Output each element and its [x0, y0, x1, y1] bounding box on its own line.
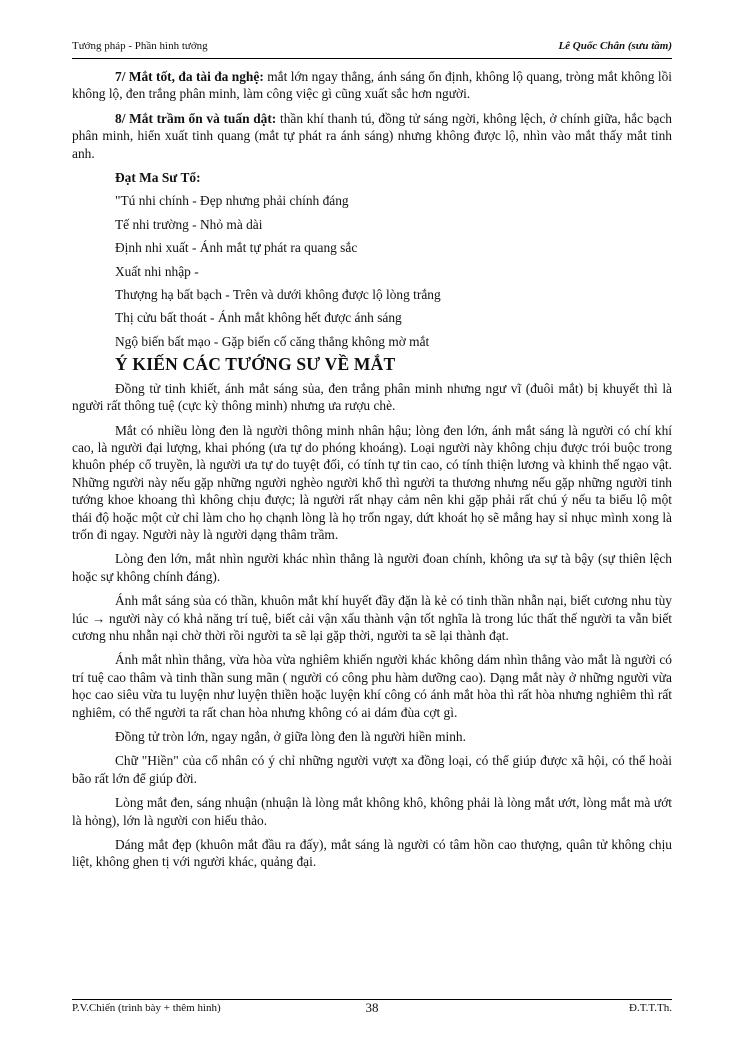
section-8	[72, 110, 672, 162]
page-number: 38	[365, 1000, 379, 1015]
quote-line: Thị cửu bất thoát - Ánh mắt không hết được ánh sáng	[115, 310, 402, 326]
section-heading: Ý KIẾN CÁC TƯỚNG SƯ VỀ MẮT	[115, 354, 396, 375]
paragraph: Lòng mắt đen, sáng nhuận (nhuận là lòng mắt không khô, không phải là lòng mắt ướt, lòng mắt mà ướt là hỏng), lớn là người con hiếu thảo.	[72, 795, 672, 828]
quote-line: Xuất nhi nhập -	[115, 263, 199, 279]
page-content	[72, 68, 672, 878]
paragraph: Chữ "Hiền" của cổ nhân có ý chỉ những người vượt xa đồng loại, có thể giúp được xã hội, có thể hoài bão rất lớn để giúp đời.	[72, 753, 672, 786]
section-7-text: mắt lớn ngay thẳng, ánh sáng ổn định, không lộ quang, tròng mắt không lồi không lộ, đen trắng phân minh, làm công việc gì cũng xuất sắc hơn người.	[72, 69, 672, 102]
section-7-title: 7/ Mắt tốt, đa tài đa nghệ:	[115, 69, 264, 84]
footer-right: Đ.T.T.Th.	[629, 1002, 672, 1014]
quote-line: Định nhi xuất - Ánh mắt tự phát ra quang sắc	[115, 240, 358, 256]
header-right: Lê Quốc Chân (sưu tầm)	[558, 40, 672, 52]
paragraph: Ánh mắt sáng sủa có thần, khuôn mắt khí huyết đầy đặn là kẻ có tinh thần nhẫn nại, biết cương nhu tùy lúc → người này có khả năng trí tuệ, biết cải vận xấu thành vận tốt nghĩa là trong lúc thất thế người ta vẫn biết cương nhu nhẫn nại chờ thời rồi người ta sẽ lại gặp thời, người ta sẽ lại thành đạt.	[72, 593, 672, 643]
paragraph: Mắt có nhiều lòng đen là người thông minh nhân hậu; lòng đen lớn, ánh mắt sáng là người có chí khí cao, là người đại lượng, khai phóng (ưa tự do phóng khoáng). Loại người này không chịu được trói buộc trong khuôn phép cổ truyền, là người ưa tự do tuyệt đối, có tính tự tin cao, có tính thiện lương và khinh thế ngạo vật. Những người này nếu gặp những người nghèo người khổ thì người ta thương nhưng nếu gặp những người tinh tướng khoe khoang thì không chịu được; là người rất nhạy cảm nên khi gặp phải rất chú ý nếu ta biểu lộ một thái độ hoặc một cử chỉ làm cho họ chạnh lòng là họ trốn ngay, dứt khoát họ sẽ mắng hay sỉ nhục mình xong là trốn đi ngay. Người này là người dạng thâm trầm.	[72, 422, 672, 542]
paragraph: Đồng tử tròn lớn, ngay ngắn, ở giữa lòng đen là người hiền minh.	[115, 729, 466, 744]
paragraph: Đồng tử tinh khiết, ánh mắt sáng sủa, đen trắng phân minh nhưng ngư vĩ (đuôi mắt) bị khuyết thì là người rất thông tuệ (cực kỳ thông minh) nhưng ưa rượu chè.	[72, 380, 672, 414]
quote-line: Tế nhi trường - Nhỏ mà dài	[115, 216, 263, 232]
page-footer	[72, 999, 672, 1018]
paragraph: Lòng đen lớn, mắt nhìn người khác nhìn thẳng là người đoan chính, không ưa sự tà bậy (sự thiên lệch hoặc sự không chính đáng).	[72, 551, 672, 584]
quote-heading: Đạt Ma Sư Tổ:	[115, 170, 201, 186]
section-8-text: thần khí thanh tú, đồng tử sáng ngời, không lệch, ở chính giữa, hắc bạch phân minh, hiển xuất tinh quang (mắt tự phát ra ánh sáng) nhưng không được lộ, nhìn vào mắt thấy mắt tinh anh.	[72, 110, 672, 161]
quote-line: Thượng hạ bất bạch - Trên và dưới không được lộ lòng trắng	[115, 287, 441, 303]
section-7	[72, 68, 672, 103]
quote-line: Ngộ biến bất mạo - Gặp biến cố căng thẳng không mờ mắt	[115, 333, 430, 349]
section-8-title: 8/ Mắt trầm ổn và tuấn dật:	[115, 110, 277, 126]
footer-left: P.V.Chiến (trình bày + thêm hình)	[72, 1002, 221, 1014]
page-header	[72, 40, 672, 59]
quote-line: "Tú nhi chính - Đẹp nhưng phải chính đáng	[115, 193, 349, 209]
paragraph: Dáng mắt đẹp (khuôn mắt đầu ra đấy), mắt sáng là người có tâm hồn cao thượng, quân tử không chịu liệt, không ghen tị với người khác, quảng đại.	[72, 837, 672, 870]
header-left: Tướng pháp - Phần hình tướng	[72, 40, 208, 52]
paragraph: Ánh mắt nhìn thẳng, vừa hòa vừa nghiêm khiến người khác không dám nhìn thẳng vào mắt là người có trí tuệ cao thâm và tinh thần sung mãn ( người có công phu hàm dưỡng cao). Dạng mắt này ở những người vừa học cao siêu vừa tu luyện như luyện thiền hoặc luyện khí công có ánh mắt hòa thì rất hòa nhưng nghiêm thì rất nghiêm, có thể người ta rất chan hòa nhưng không có ai dám đùa cợt gì.	[72, 652, 672, 720]
